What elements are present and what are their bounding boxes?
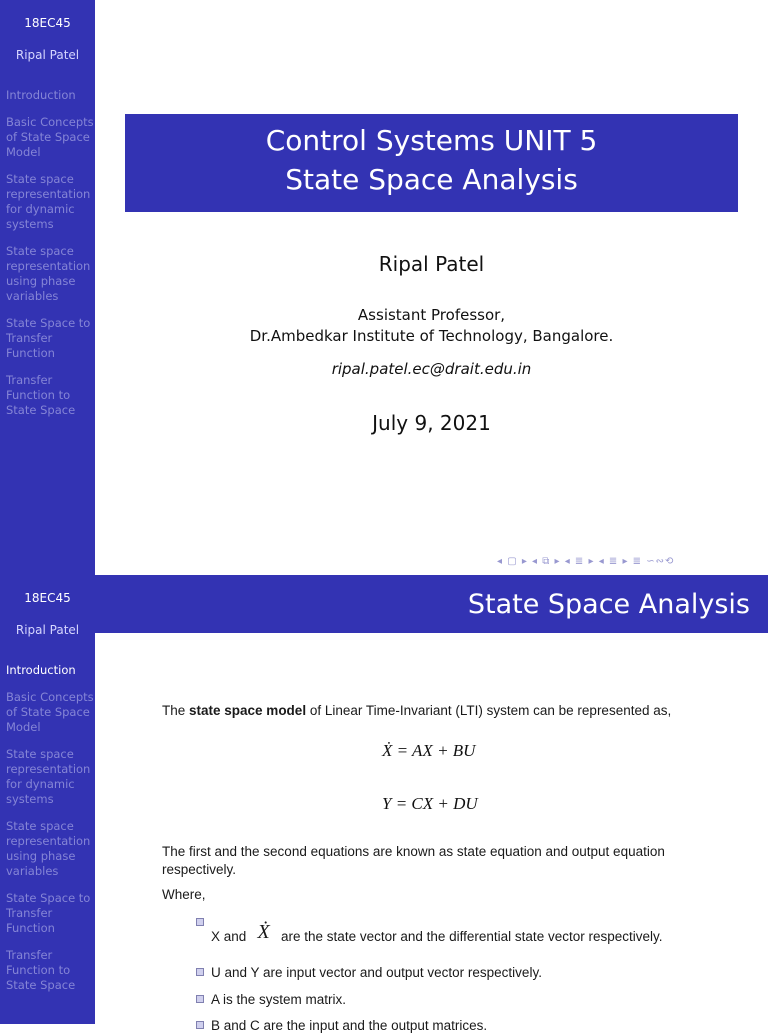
sidebar (0, 0, 95, 575)
bullet-marker (196, 995, 204, 1003)
bullet1-text-a: X and (211, 929, 247, 944)
bullet-marker (196, 968, 204, 976)
sidebar-course-code[interactable]: 18EC45 (24, 591, 71, 605)
sidebar-item-ss-to-tf[interactable]: State Space to Transfer Function (6, 316, 91, 360)
sidebar-author[interactable]: Ripal Patel (15, 48, 80, 62)
paragraph-line2: respectively. (162, 862, 237, 877)
sidebar-item-dynamic-systems[interactable]: State space representation for dynamic systems (6, 172, 91, 231)
beamer-navigation-symbols[interactable]: ◂ ▢ ▸ ◂ ⧉ ▸ ◂ ≣ ▸ ◂ ≣ ▸ ≣ ∽∾⟲ (497, 556, 675, 567)
title-box (125, 114, 738, 212)
sidebar-item-ss-to-tf[interactable]: State Space to Transfer Function (6, 891, 91, 935)
intro-text-post: of Linear Time-Invariant (LTI) system can be represented as, (306, 703, 672, 718)
sidebar-item-phase-variables[interactable]: State space representation using phase variables (6, 819, 91, 878)
sidebar-item-basic-concepts[interactable]: Basic Concepts of State Space Model (6, 690, 94, 734)
where-label: Where, (162, 887, 206, 902)
frame-title: State Space Analysis (467, 589, 750, 620)
sidebar (0, 575, 95, 1024)
frame-title-bar (95, 575, 768, 633)
paragraph-line1: The first and the second equations are known as state equation and output equation (162, 844, 665, 859)
bullet-input-output-matrices: B and C are the input and the output matrices. (211, 1018, 488, 1033)
bullet-marker (196, 1021, 204, 1029)
presentation-date: July 9, 2021 (372, 411, 491, 435)
presentation-title: Control Systems UNIT 5 (265, 124, 598, 157)
sidebar-nav (6, 88, 94, 430)
bullet-state-vector (211, 921, 663, 947)
sidebar-author[interactable]: Ripal Patel (15, 623, 80, 637)
sidebar-item-dynamic-systems[interactable]: State space representation for dynamic systems (6, 747, 91, 806)
output-equation: Y = CX + DU (382, 794, 478, 813)
sidebar-item-tf-to-ss[interactable]: Transfer Function to State Space (6, 373, 76, 417)
xdot-symbol: Ẋ (257, 921, 270, 943)
bullet1-text-b: are the state vector and the differential state vector respectively. (281, 929, 663, 944)
author-name: Ripal Patel (378, 252, 485, 276)
author-email: ripal.patel.ec@drait.edu.in (331, 360, 532, 378)
sidebar-nav (6, 663, 94, 1005)
sidebar-item-basic-concepts[interactable]: Basic Concepts of State Space Model (6, 115, 94, 159)
author-institute: Dr.Ambedkar Institute of Technology, Bangalore. (249, 327, 614, 345)
sidebar-item-introduction[interactable]: Introduction (6, 663, 76, 677)
intro-text-bold: state space model (189, 703, 307, 718)
sidebar-item-introduction[interactable]: Introduction (6, 88, 76, 102)
intro-text-pre: The (162, 703, 190, 718)
bullet-marker (196, 918, 204, 926)
author-position: Assistant Professor, (357, 306, 506, 324)
intro-sentence (162, 703, 671, 718)
introduction-slide (0, 575, 768, 1033)
sidebar-course-code[interactable]: 18EC45 (24, 16, 71, 30)
presentation-subtitle: State Space Analysis (285, 163, 578, 196)
sidebar-item-phase-variables[interactable]: State space representation using phase variables (6, 244, 91, 303)
state-equation: Ẋ = AX + BU (382, 741, 476, 760)
sidebar-item-tf-to-ss[interactable]: Transfer Function to State Space (6, 948, 76, 992)
bullet-system-matrix: A is the system matrix. (211, 992, 347, 1007)
bullet-input-output: U and Y are input vector and output vector respectively. (211, 965, 542, 980)
